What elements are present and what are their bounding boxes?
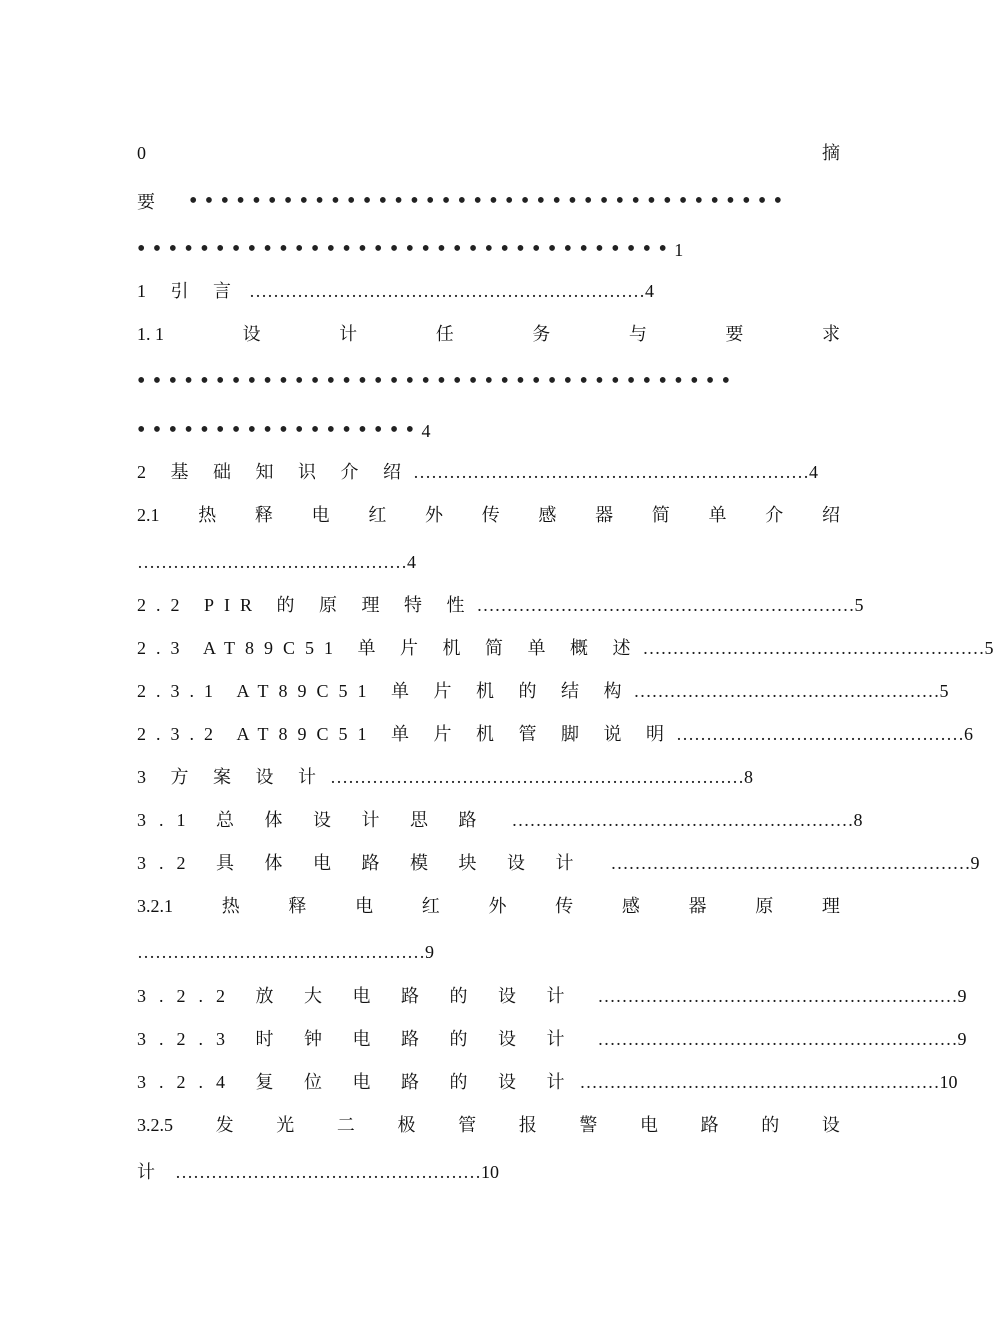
toc-entry-2-3[interactable] [137,635,994,661]
toc-leader-dots: …………………………………………… [175,1162,481,1182]
toc-page-number: 1 [674,240,684,260]
toc-title: 3.2.4 复 位 电 路 的 设 计 [137,1072,578,1092]
toc-page-number: 8 [853,810,863,830]
toc-title-char: 器 [595,505,614,525]
toc-leader-dots: ………………………………………………………… [249,281,645,301]
toc-title-char: 热 [198,505,217,525]
toc-entry-3-2-1-line2[interactable] [137,939,840,965]
toc-title-char: 红 [368,505,387,525]
toc-title-char: 务 [532,324,551,344]
toc-entry-3-2-3[interactable] [137,1026,967,1052]
toc-title-part: 要 [137,192,155,212]
toc-page-number: 9 [957,1029,967,1049]
toc-page-number: 9 [957,986,967,1006]
toc-title-char: 释 [254,505,273,525]
toc-entry-0-line2[interactable] [137,188,857,214]
toc-number: 0 [137,143,146,163]
toc-page-number: 6 [964,724,974,744]
toc-title-char: 设 [821,1115,840,1135]
toc-entry-3-2-1-line1[interactable] [137,893,840,919]
toc-entry-3-1[interactable] [137,807,863,833]
toc-title-char: 释 [288,896,307,916]
toc-leader-dots: ………………………………………… [676,724,965,744]
toc-entry-3-2-5-line2[interactable] [137,1159,840,1185]
toc-title: 3.2.3 时 钟 电 路 的 设 计 [137,1029,578,1049]
toc-entry-3[interactable] [137,764,840,790]
toc-page-number: 10 [481,1162,499,1182]
toc-leader-dots: …………………………………………… [633,681,940,701]
toc-title-char: 外 [425,505,444,525]
toc-title: 3.2.2 放 大 电 路 的 设 计 [137,986,578,1006]
toc-title-char: 电 [355,896,374,916]
toc-entry-3-2-5-line1[interactable] [137,1112,840,1138]
toc-page-number: 8 [744,767,753,787]
toc-title-char: 计 [339,324,358,344]
toc-page-number: 4 [421,421,431,441]
toc-leader-dots: …………………………………………………… [610,853,971,873]
toc-title: 3.1 总 体 设 计 思 路 [137,810,490,830]
toc-page-number: 5 [984,638,994,658]
toc-title-char: 要 [725,324,744,344]
toc-title-char: 感 [621,896,640,916]
toc-title-char: 的 [761,1115,780,1135]
toc-entry-2-3-2[interactable] [137,721,974,747]
toc-leader-dots: ………………………………………………… [642,638,985,658]
toc-number: 1. 1 [137,324,164,344]
toc-title-char: 管 [458,1115,477,1135]
toc-title-char: 理 [821,896,840,916]
toc-title: 2.3 AT89C51 单 片 机 简 单 概 述 [137,638,641,658]
toc-title-char: 路 [700,1115,719,1135]
toc-page-number: 4 [809,462,818,482]
toc-title-char: 发 [215,1115,234,1135]
toc-leader-dots: …………………………………………………… [579,1072,940,1092]
toc-title-char: 求 [821,324,840,344]
toc-leader-dots: ……………………………………………………… [476,595,855,615]
toc-entry-1[interactable] [137,278,840,304]
toc-number: 3.2.1 [137,896,173,916]
toc-leader-dots: …………………………………………………… [597,986,958,1006]
toc-leader-dots: •••••••••••••••••••••••••••••••••••••• [137,368,738,394]
toc-title: 3.2 具 体 电 路 模 块 设 计 [137,853,587,873]
toc-title-char: 警 [579,1115,598,1135]
toc-title-char: 简 [651,505,670,525]
toc-title-char: 光 [276,1115,295,1135]
toc-title: 3 方 案 设 计 [137,767,326,787]
toc-entry-1-1-line1[interactable] [137,321,840,347]
toc-title-part: 摘 [822,143,840,163]
toc-title-char: 红 [421,896,440,916]
toc-leader-dots: …………………………………………………………… [330,767,744,787]
toc-number: 3.2.5 [137,1115,173,1135]
toc-entry-3-2-4[interactable] [137,1069,958,1095]
toc-leader-dots: •••••••••••••••••••••••••••••••••••••• [189,188,790,214]
toc-entry-0-line1[interactable] [137,140,840,166]
toc-page-number: 9 [970,853,980,873]
toc-title: 2.3.1 AT89C51 单 片 机 的 结 构 [137,681,632,701]
toc-page-number: 4 [407,552,416,572]
toc-entry-3-2-2[interactable] [137,983,967,1009]
toc-entry-2-2[interactable] [137,592,864,618]
toc-title-char: 外 [488,896,507,916]
toc-title: 2 基 础 知 识 介 绍 [137,462,411,482]
toc-title-char: 绍 [821,505,840,525]
toc-entry-2-1-line2[interactable] [137,549,840,575]
toc-title-char: 电 [311,505,330,525]
toc-page-number: 5 [854,595,864,615]
toc-page-number: 9 [425,942,434,962]
toc-number: 2.1 [137,505,160,525]
toc-leader-dots: …………………………………………………… [597,1029,958,1049]
toc-entry-1-1-line3[interactable] [137,417,840,443]
toc-title: 2.3.2 AT89C51 单 片 机 管 脚 说 明 [137,724,675,744]
toc-page-number: 5 [939,681,949,701]
toc-leader-dots: ………………………………………………………… [413,462,809,482]
toc-title-char: 与 [628,324,647,344]
toc-title-char: 介 [765,505,784,525]
toc-leader-dots: ………………………………………………… [511,810,854,830]
toc-title: 1 引 言 [137,281,241,301]
toc-title-part: 计 [137,1162,155,1182]
toc-entry-2[interactable] [137,459,840,485]
toc-page-number: 10 [939,1072,958,1092]
toc-leader-dots: ……………………………………… [137,552,407,572]
toc-entry-3-2[interactable] [137,850,980,876]
toc-title-char: 传 [481,505,500,525]
toc-entry-0-line3[interactable] [137,236,840,262]
toc-leader-dots: •••••••••••••••••• [137,417,422,443]
toc-title-char: 任 [435,324,454,344]
toc-title-char: 热 [221,896,240,916]
toc-leader-dots: •••••••••••••••••••••••••••••••••• [137,236,675,262]
toc-title-char: 感 [538,505,557,525]
toc-page-number: 4 [645,281,654,301]
toc-title-char: 传 [555,896,574,916]
toc-title-char: 电 [640,1115,658,1135]
toc-entry-1-1-line2[interactable] [137,368,840,394]
toc-title-char: 原 [755,896,774,916]
toc-title-char: 极 [397,1115,416,1135]
toc-title-char: 器 [688,896,707,916]
toc-title-char: 单 [708,505,727,525]
toc-title-char: 设 [242,324,261,344]
toc-leader-dots: ………………………………………… [137,942,425,962]
toc-entry-2-1-line1[interactable] [137,502,840,528]
toc-entry-2-3-1[interactable] [137,678,949,704]
toc-title: 2.2 PIR 的 原 理 特 性 [137,595,475,615]
toc-title-char: 二 [336,1115,355,1135]
toc-title-char: 报 [518,1115,537,1135]
